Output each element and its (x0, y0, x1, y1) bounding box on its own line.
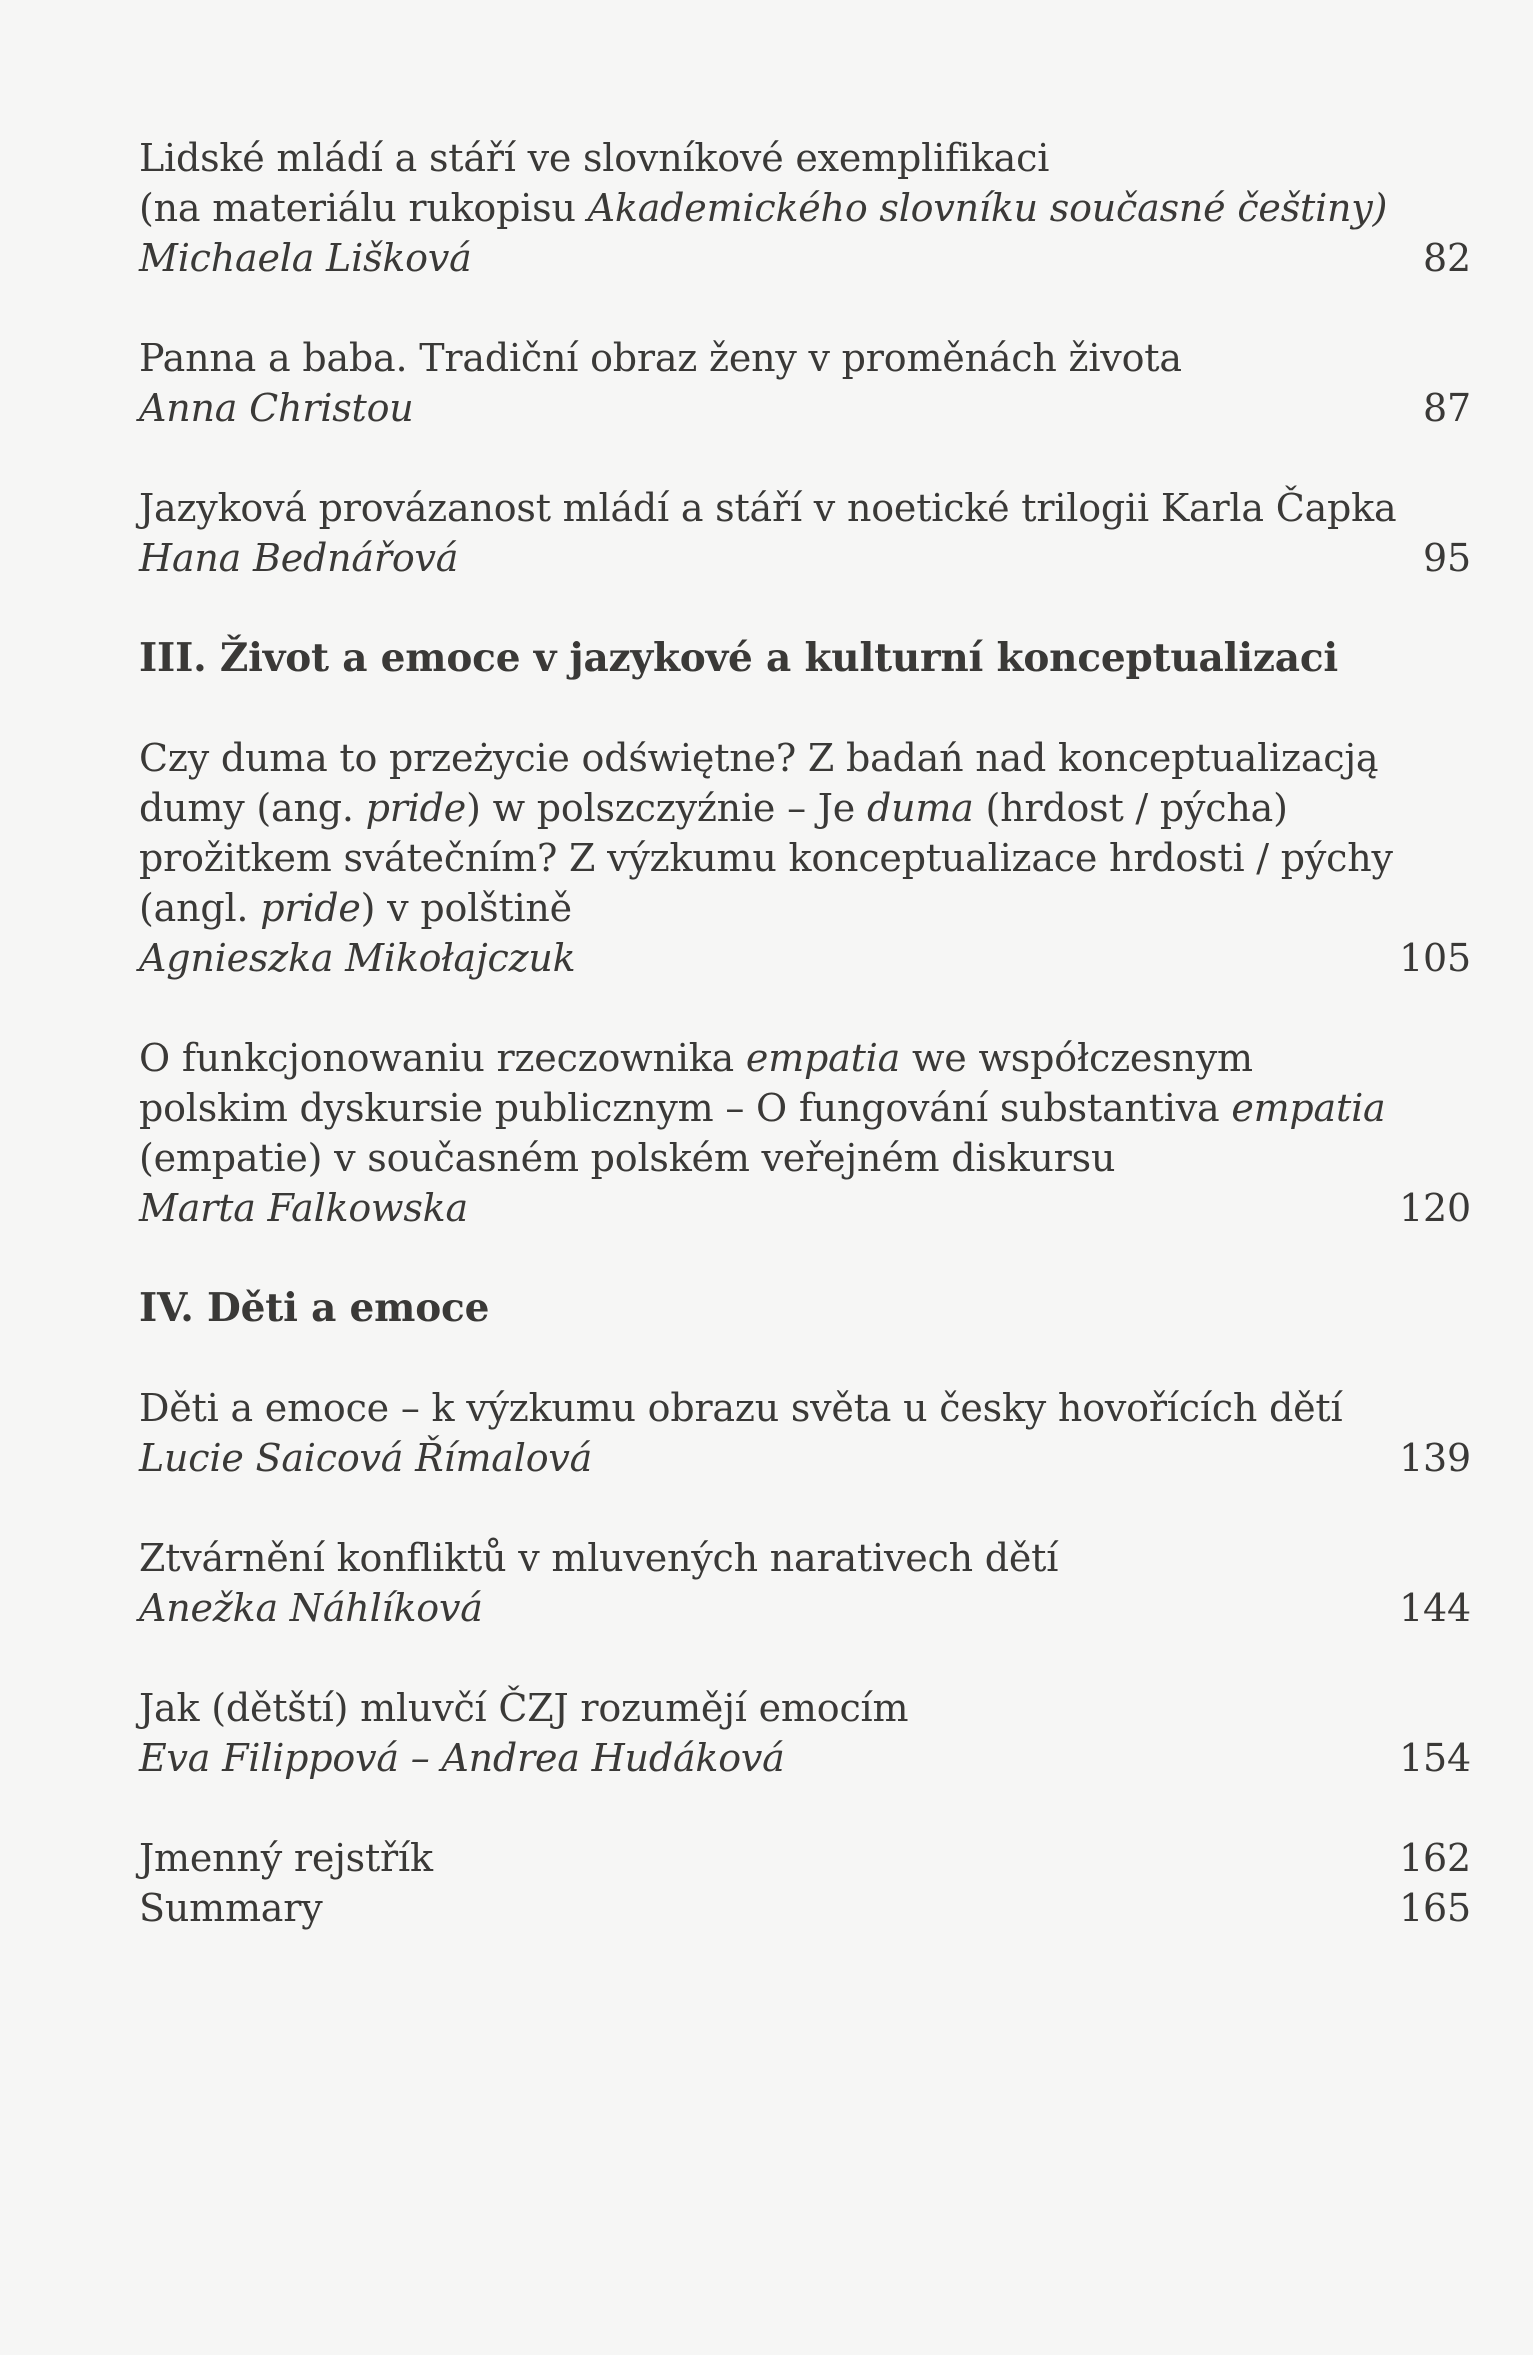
entry-title-line (139, 1033, 1471, 1083)
entry-author-line (139, 1583, 1471, 1633)
toc-entry (139, 733, 1471, 983)
title-text-italic: Akademického slovníku současné češtiny) (587, 186, 1388, 230)
backmatter-section (139, 1833, 1471, 1933)
entry-page-number: 144 (1399, 1586, 1471, 1630)
backmatter-page-number: 165 (1399, 1886, 1471, 1930)
entry-author-line (139, 1733, 1471, 1783)
entry-page-number: 154 (1399, 1736, 1471, 1780)
entry-title-line (139, 183, 1471, 233)
title-text: Panna a baba. Tradiční obraz ženy v proměnách života (139, 336, 1182, 380)
entry-page-number: 120 (1399, 1186, 1471, 1230)
toc-entry (139, 1033, 1471, 1233)
entry-page-number: 105 (1399, 936, 1471, 980)
entry-author: Michaela Lišková (139, 236, 472, 280)
entry-title-line (139, 883, 1471, 933)
entry-title-line (139, 133, 1471, 183)
title-text: prožitkem svátečním? Z výzkumu konceptualizace hrdosti / pýchy (139, 836, 1393, 880)
entry-title-line (139, 783, 1471, 833)
title-text: Děti a emoce – k výzkumu obrazu světa u česky hovořících dětí (139, 1386, 1343, 1430)
title-text-italic: duma (866, 786, 974, 830)
entry-author: Agnieszka Mikołajczuk (139, 936, 576, 980)
toc-entry (139, 1683, 1471, 1783)
toc-entry (139, 483, 1471, 583)
entry-title-line (139, 1533, 1471, 1583)
entry-author-line (139, 383, 1471, 433)
entry-title-line (139, 733, 1471, 783)
entry-title-line (139, 483, 1471, 533)
title-text: (angl. (139, 886, 261, 930)
entry-author-line (139, 1433, 1471, 1483)
entry-author-line (139, 1183, 1471, 1233)
title-text: Ztvárnění konfliktů v mluvených narativech dětí (139, 1536, 1059, 1580)
toc-entry (139, 1533, 1471, 1633)
entry-title-line (139, 1683, 1471, 1733)
entry-title-line (139, 1383, 1471, 1433)
toc-entry (139, 133, 1471, 283)
entry-author-line (139, 533, 1471, 583)
entry-author: Marta Falkowska (139, 1186, 468, 1230)
entry-title-line (139, 1083, 1471, 1133)
toc-entry (139, 333, 1471, 433)
table-of-contents (139, 133, 1471, 1933)
title-text-italic: pride (260, 886, 361, 930)
title-text: (hrdost / pýcha) (973, 786, 1288, 830)
entry-author: Lucie Saicová Římalová (139, 1436, 593, 1480)
entry-title-line (139, 333, 1471, 383)
title-text: O funkcjonowaniu rzeczownika (139, 1036, 746, 1080)
entry-page-number: 82 (1423, 236, 1471, 280)
section-heading-iii: III. Život a emoce v jazykové a kulturní konceptualizaci (139, 635, 1338, 681)
backmatter-label: Jmenný rejstřík (139, 1836, 433, 1880)
backmatter-label: Summary (139, 1886, 323, 1930)
backmatter-row (139, 1883, 1471, 1933)
toc-entry (139, 1383, 1471, 1483)
entry-author: Hana Bednářová (139, 536, 459, 580)
entry-title-line (139, 833, 1471, 883)
title-text: polskim dyskursie publicznym – O fungování substantiva (139, 1086, 1232, 1130)
title-text-italic: empatia (745, 1036, 901, 1080)
entry-page-number: 139 (1399, 1436, 1471, 1480)
entry-page-number: 87 (1423, 386, 1471, 430)
entry-author: Eva Filippová – Andrea Hudáková (139, 1736, 785, 1780)
entry-author-line (139, 233, 1471, 283)
entry-author: Anežka Náhlíková (139, 1586, 483, 1630)
entry-author: Anna Christou (139, 386, 414, 430)
section-heading-iv: IV. Děti a emoce (139, 1285, 490, 1331)
title-text: Lidské mládí a stáří ve slovníkové exemplifikaci (139, 136, 1050, 180)
title-text: Jazyková provázanost mládí a stáří v noetické trilogii Karla Čapka (139, 486, 1397, 530)
title-text-italic: pride (365, 786, 467, 830)
title-text: ) v polštině (360, 886, 572, 930)
title-text: dumy (ang. (139, 786, 366, 830)
title-text-italic: empatia (1231, 1086, 1386, 1130)
backmatter-page-number: 162 (1399, 1836, 1471, 1880)
entry-title-line (139, 1133, 1471, 1183)
entry-author-line (139, 933, 1471, 983)
title-text: we współczesnym (900, 1036, 1253, 1080)
entry-page-number: 95 (1423, 536, 1471, 580)
title-text: (na materiálu rukopisu (139, 186, 588, 230)
title-text: (empatie) v současném polském veřejném diskursu (139, 1136, 1116, 1180)
title-text: ) w polszczyźnie – Je (466, 786, 867, 830)
title-text: Czy duma to przeżycie odświętne? Z badań nad konceptualizacją (139, 736, 1379, 780)
title-text: Jak (dětští) mluvčí ČZJ rozumějí emocím (139, 1686, 909, 1730)
backmatter-row (139, 1833, 1471, 1883)
